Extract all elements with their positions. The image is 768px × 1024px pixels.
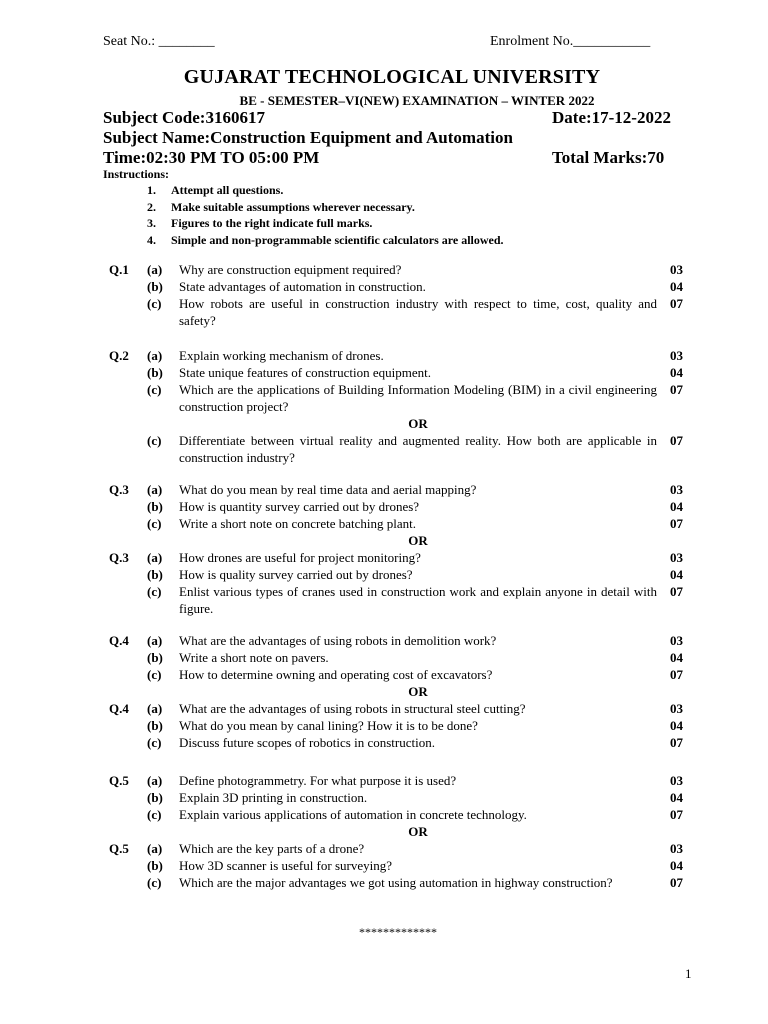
question-number: Q.4: [109, 701, 129, 716]
page-number: 1: [685, 966, 692, 981]
part-label: (c): [147, 584, 162, 599]
part-label: (c): [147, 667, 162, 682]
exam-time: Time:02:30 PM TO 05:00 PM: [103, 148, 320, 167]
question-number: Q.2: [109, 348, 129, 363]
instruction-text: Simple and non-programmable scientific calculators are allowed.: [171, 232, 504, 247]
question-row: [0, 566, 768, 583]
part-label: (b): [147, 718, 163, 733]
total-marks: Total Marks:70: [552, 148, 665, 167]
question-number: Q.3: [109, 550, 129, 565]
question-marks: 03: [670, 348, 683, 363]
question-marks: 04: [670, 365, 683, 380]
question-text: Which are the applications of Building Information Modeling (BIM) in a civil engineering construction project?: [179, 382, 657, 414]
question-text: How robots are useful in construction industry with respect to time, cost, quality and safety?: [179, 296, 657, 328]
question-row: [0, 840, 768, 857]
instruction-number: 2.: [147, 199, 156, 214]
question-row: [0, 261, 768, 278]
question-marks: 03: [670, 841, 683, 856]
question-row: [0, 857, 768, 874]
question-marks: 04: [670, 279, 683, 294]
question-row: [0, 874, 768, 908]
question-row: [0, 632, 768, 649]
question-number: Q.3: [109, 482, 129, 497]
question-number: Q.5: [109, 841, 129, 856]
part-label: (a): [147, 701, 163, 716]
part-label: (b): [147, 567, 163, 582]
question-marks: 07: [670, 735, 683, 750]
or-separator: OR: [408, 416, 428, 431]
question-marks: 07: [670, 296, 683, 311]
question-2: [0, 347, 768, 466]
question-row: [0, 347, 768, 364]
question-marks: 07: [670, 516, 683, 531]
question-row: [0, 278, 768, 295]
question-marks: 04: [670, 499, 683, 514]
subject-name: Subject Name:Construction Equipment and Automation: [103, 128, 513, 147]
question-row: [0, 364, 768, 381]
question-marks: 03: [670, 633, 683, 648]
part-label: (b): [147, 365, 163, 380]
subject-code: Subject Code:3160617: [103, 108, 265, 127]
question-3: [0, 481, 768, 617]
question-marks: 07: [670, 667, 683, 682]
question-row: [0, 432, 768, 466]
part-label: (c): [147, 433, 162, 448]
question-row: [0, 583, 768, 617]
question-row: [0, 717, 768, 734]
question-text: How is quality survey carried out by drones?: [179, 567, 413, 582]
question-row: [0, 789, 768, 806]
question-row: [0, 498, 768, 515]
question-text: Which are the key parts of a drone?: [179, 841, 365, 856]
question-text: What do you mean by real time data and aerial mapping?: [179, 482, 477, 497]
instruction-item: [147, 232, 504, 249]
instructions-list: [147, 182, 504, 248]
question-marks: 04: [670, 790, 683, 805]
question-text: Explain various applications of automation in concrete technology.: [179, 807, 527, 822]
part-label: (a): [147, 348, 163, 363]
question-marks: 04: [670, 718, 683, 733]
instruction-number: 1.: [147, 183, 156, 197]
part-label: (c): [147, 875, 162, 890]
question-row: [0, 295, 768, 329]
question-text: What do you mean by canal lining? How it is to be done?: [179, 718, 478, 733]
question-marks: 07: [670, 875, 683, 890]
question-text: Discuss future scopes of robotics in construction.: [179, 735, 435, 750]
question-row: [0, 381, 768, 415]
part-label: (c): [147, 807, 162, 822]
question-number: Q.4: [109, 633, 129, 648]
instruction-item: [147, 199, 504, 216]
question-marks: 04: [670, 567, 683, 582]
question-1: [0, 261, 768, 329]
instruction-item: [147, 215, 504, 232]
question-5: [0, 772, 768, 908]
question-text: Write a short note on pavers.: [179, 650, 329, 665]
question-marks: 07: [670, 807, 683, 822]
question-row: [0, 734, 768, 751]
question-row: [0, 649, 768, 666]
question-marks: 03: [670, 550, 683, 565]
instructions-heading: Instructions:: [103, 167, 170, 181]
question-text: Explain 3D printing in construction.: [179, 790, 368, 805]
instruction-number: 3.: [147, 216, 156, 230]
question-text: What are the advantages of using robots in demolition work?: [179, 633, 497, 648]
part-label: (c): [147, 735, 162, 750]
question-text: How is quantity survey carried out by drones?: [179, 499, 420, 514]
question-number: Q.5: [109, 773, 129, 788]
question-row: [0, 772, 768, 789]
question-text: State advantages of automation in construction.: [179, 279, 426, 294]
university-title: GUJARAT TECHNOLOGICAL UNIVERSITY: [183, 66, 601, 88]
question-marks: 03: [670, 482, 683, 497]
enrolment-no: Enrolment No.___________: [490, 34, 651, 49]
question-text: How 3D scanner is useful for surveying?: [179, 858, 393, 873]
question-row: [0, 549, 768, 566]
question-text: How to determine owning and operating cost of excavators?: [179, 667, 493, 682]
question-marks: 07: [670, 584, 683, 599]
question-marks: 03: [670, 262, 683, 277]
part-label: (a): [147, 262, 163, 277]
part-label: (c): [147, 382, 162, 397]
question-text: Explain working mechanism of drones.: [179, 348, 384, 363]
question-text: How drones are useful for project monitoring?: [179, 550, 421, 565]
question-marks: 04: [670, 650, 683, 665]
instruction-text: Make suitable assumptions wherever necessary.: [171, 199, 415, 214]
question-text: Write a short note on concrete batching plant.: [179, 516, 417, 531]
or-separator: OR: [408, 824, 428, 839]
question-text: What are the advantages of using robots in structural steel cutting?: [179, 701, 526, 716]
part-label: (b): [147, 650, 163, 665]
exam-title: BE - SEMESTER–VI(NEW) EXAMINATION – WINTER 2022: [239, 93, 595, 108]
seat-no: Seat No.: ________: [103, 34, 215, 49]
part-label: (c): [147, 516, 162, 531]
question-number: Q.1: [109, 262, 129, 277]
part-label: (a): [147, 550, 163, 565]
question-row: [0, 806, 768, 823]
part-label: (b): [147, 790, 163, 805]
exam-date: Date:17-12-2022: [552, 108, 671, 127]
question-marks: 03: [670, 773, 683, 788]
end-stars: *************: [359, 925, 437, 939]
part-label: (a): [147, 633, 163, 648]
part-label: (a): [147, 841, 163, 856]
question-text: State unique features of construction equipment.: [179, 365, 431, 380]
question-marks: 07: [670, 433, 683, 448]
or-separator: OR: [408, 533, 428, 548]
question-row: [0, 481, 768, 498]
question-row: [0, 700, 768, 717]
part-label: (c): [147, 296, 162, 311]
question-text: Which are the major advantages we got using automation in highway construction?: [179, 875, 613, 890]
question-marks: 07: [670, 382, 683, 397]
question-text: Enlist various types of cranes used in construction work and explain anyone in detail with figure.: [179, 584, 657, 616]
question-text: Differentiate between virtual reality and augmented reality. How both are applicable in construction industry?: [179, 433, 657, 465]
question-text: Define photogrammetry. For what purpose it is used?: [179, 773, 457, 788]
instruction-text: Attempt all questions.: [171, 183, 284, 197]
question-marks: 03: [670, 701, 683, 716]
part-label: (b): [147, 858, 163, 873]
part-label: (b): [147, 499, 163, 514]
instruction-text: Figures to the right indicate full marks.: [171, 216, 373, 230]
question-text: Why are construction equipment required?: [179, 262, 402, 277]
instruction-number: 4.: [147, 232, 156, 247]
question-marks: 04: [670, 858, 683, 873]
question-4: [0, 632, 768, 751]
part-label: (a): [147, 482, 163, 497]
question-row: [0, 666, 768, 683]
part-label: (b): [147, 279, 163, 294]
or-separator: OR: [408, 684, 428, 699]
question-row: [0, 515, 768, 532]
instruction-item: [147, 182, 504, 199]
part-label: (a): [147, 773, 163, 788]
